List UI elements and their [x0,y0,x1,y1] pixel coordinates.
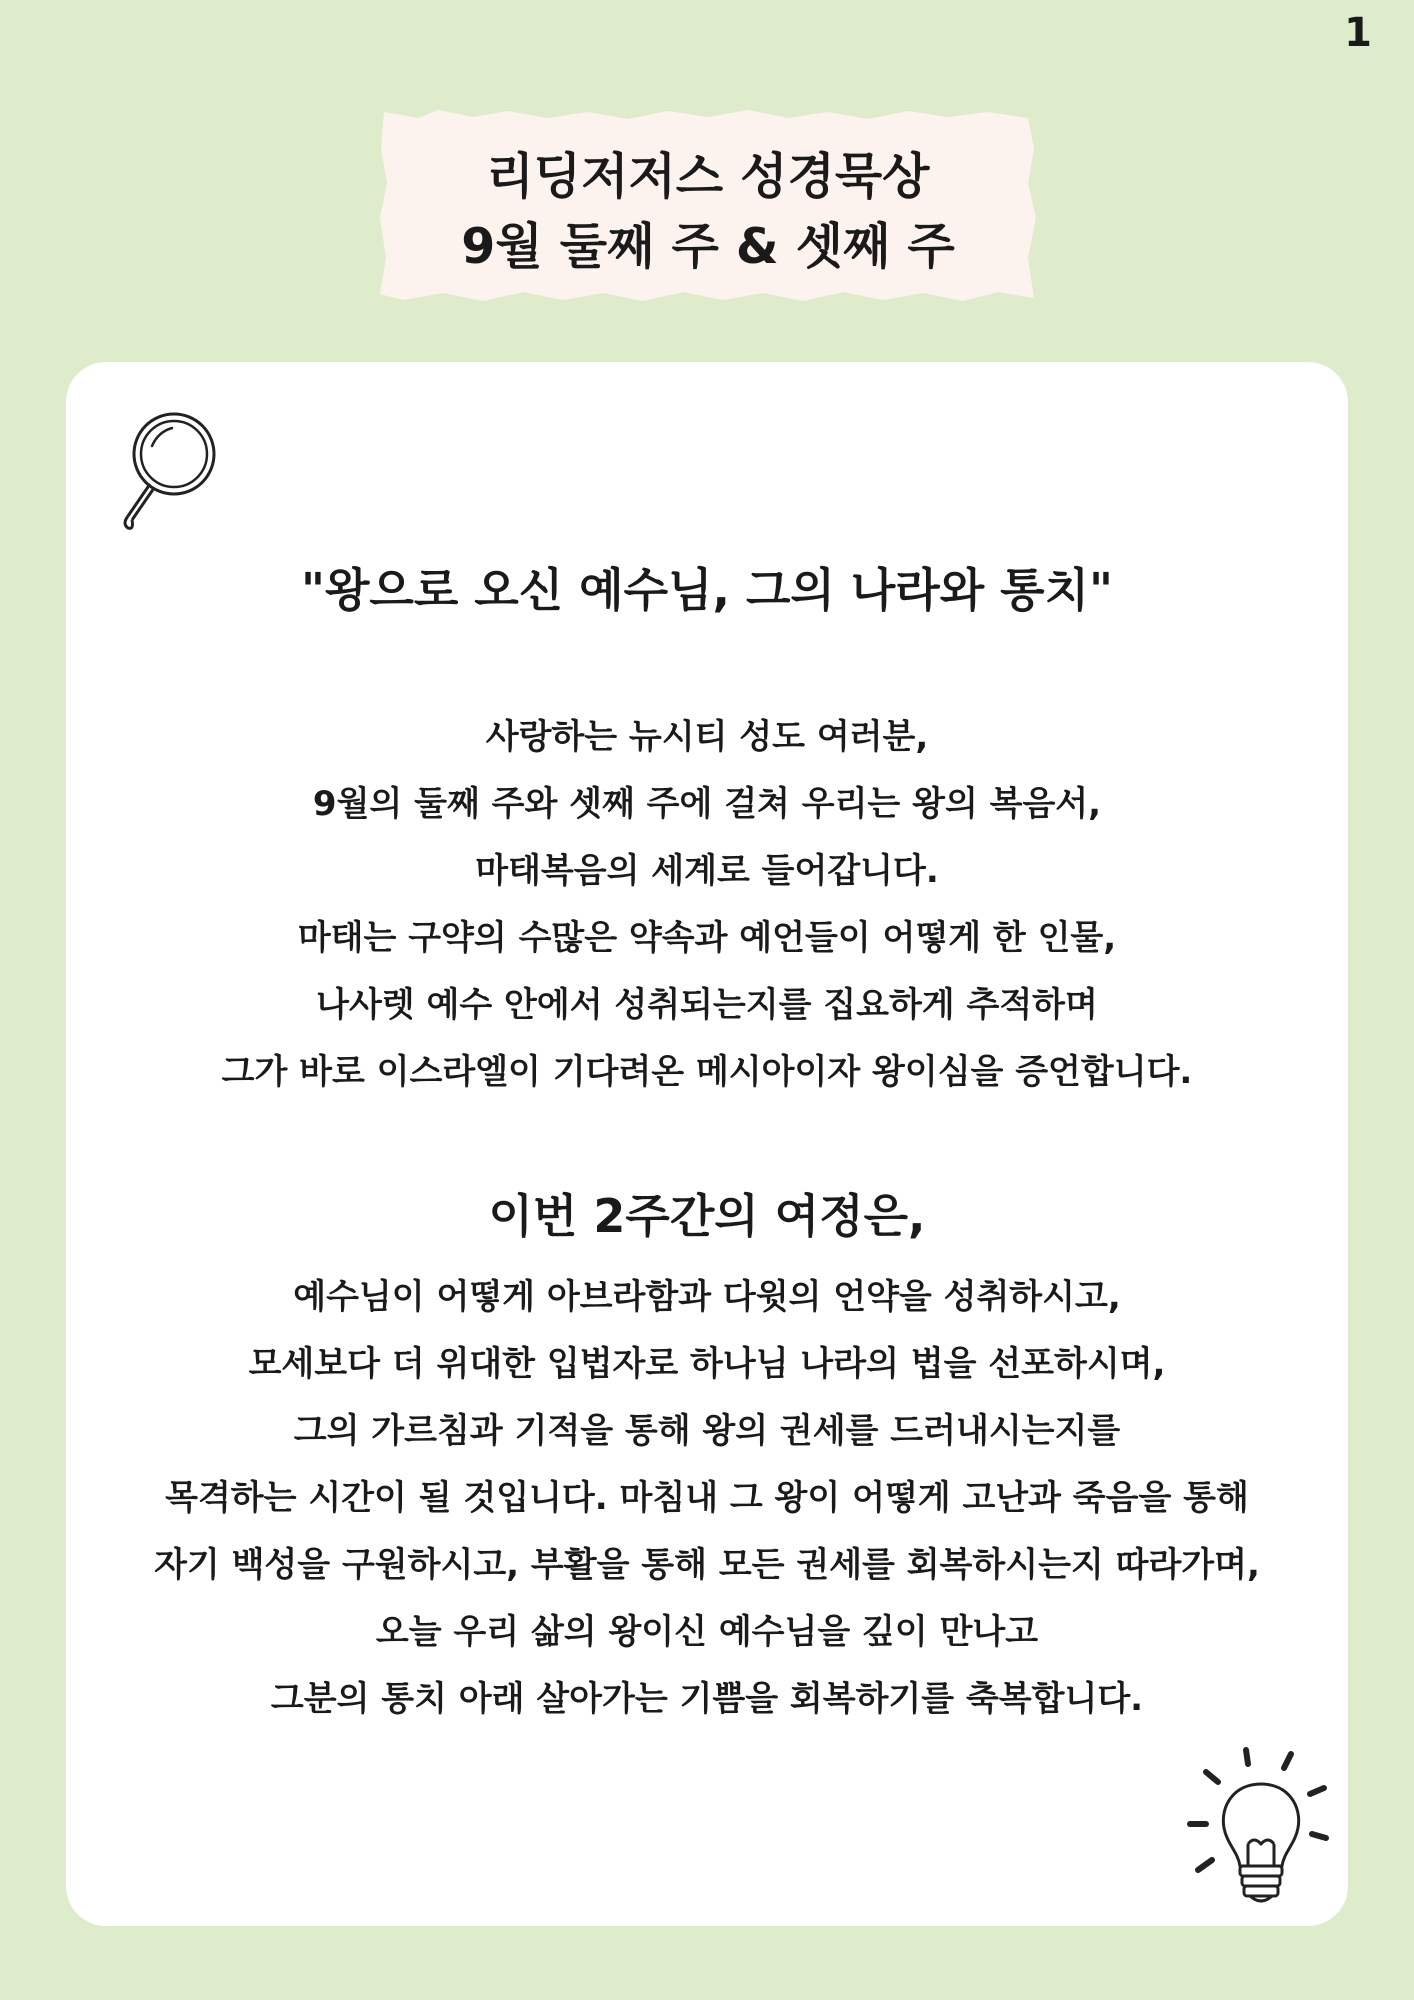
journey-line: 목격하는 시간이 될 것입니다. 마침내 그 왕이 어떻게 고난과 죽음을 통해 [165,1478,1249,1518]
title-line-2: 9월 둘째 주 & 셋째 주 [461,218,955,275]
content-card [66,362,1348,1926]
section-subtitle: 이번 2주간의 여정은, [488,1189,926,1243]
title-line-1: 리딩저저스 성경묵상 [486,148,930,205]
title-banner [378,108,1038,308]
page-title [378,142,1038,282]
journey-line: 예수님이 어떻게 아브라함과 다윗의 언약을 성취하시고, [293,1277,1121,1317]
intro-line: 사랑하는 뉴시티 성도 여러분, [485,717,929,757]
magnifier-icon [116,412,216,542]
journey-line: 그분의 통치 아래 살아가는 기쁨을 회복하기를 축복합니다. [270,1679,1144,1719]
intro-line: 마태복음의 세계로 들어갑니다. [475,851,939,891]
intro-paragraph [66,704,1348,1106]
intro-line: 9월의 둘째 주와 셋째 주에 걸쳐 우리는 왕의 복음서, [312,784,1102,824]
intro-line: 마태는 구약의 수많은 약속과 예언들이 어떻게 한 인물, [297,918,1117,958]
journey-paragraph [66,1264,1348,1733]
page-number: 1 [1344,10,1372,56]
journey-line: 그의 가르침과 기적을 통해 왕의 권세를 드러내시는지를 [293,1411,1121,1451]
intro-line: 그가 바로 이스라엘이 기다려온 메시아이자 왕이심을 증언합니다. [221,1052,1193,1092]
journey-line: 자기 백성을 구원하시고, 부활을 통해 모든 권세를 회복하시는지 따라가며, [154,1545,1260,1585]
journey-line: 오늘 우리 삶의 왕이신 예수님을 깊이 만나고 [375,1612,1039,1652]
intro-line: 나사렛 예수 안에서 성취되는지를 집요하게 추적하며 [316,985,1098,1025]
lightbulb-icon [1176,1742,1346,1922]
quote-title: "왕으로 오신 예수님, 그의 나라와 통치" [300,563,1114,617]
journey-line: 모세보다 더 위대한 입법자로 하나님 나라의 법을 선포하시며, [248,1344,1166,1384]
